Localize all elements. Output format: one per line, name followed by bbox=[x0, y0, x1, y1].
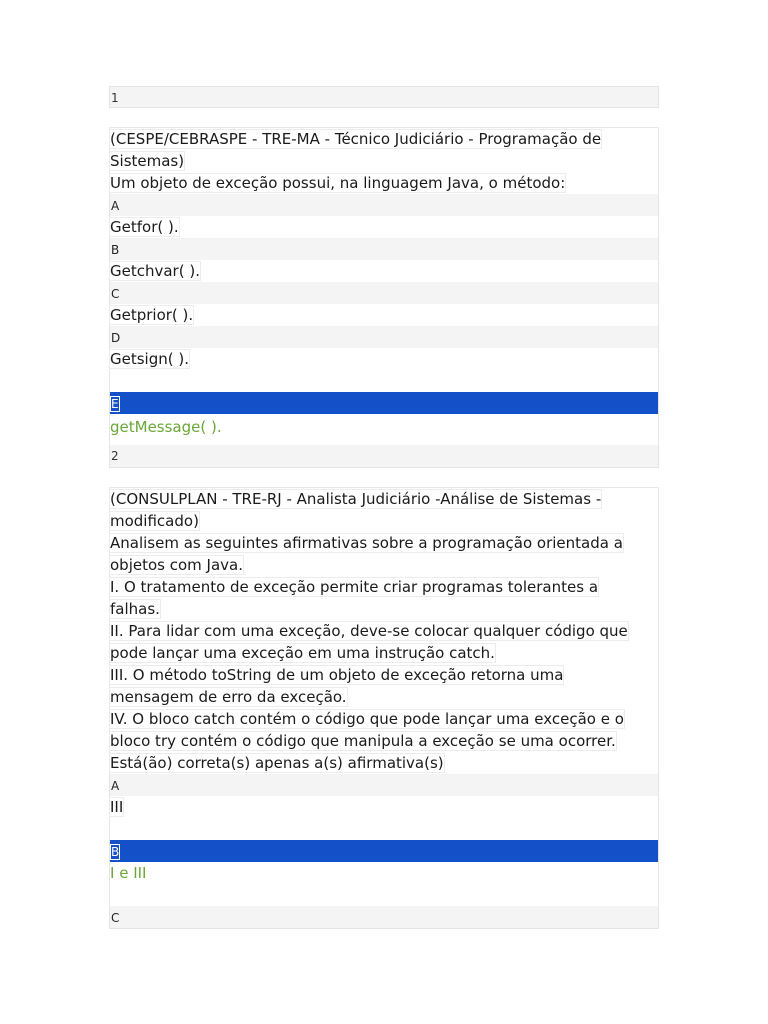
question-body-line: I. O tratamento de exceção permite criar programas tolerantes a bbox=[110, 578, 599, 596]
question-header-line: (CESPE/CEBRASPE - TRE-MA - Técnico Judiciário - Programação de bbox=[110, 130, 602, 148]
question-body-line: mensagem de erro da exceção. bbox=[110, 688, 347, 706]
question-header-line: Sistemas) bbox=[110, 152, 185, 170]
question-body-line: bloco try contém o código que manipula a exceção se uma ocorrer. bbox=[110, 732, 616, 750]
option-a-letter[interactable]: A bbox=[110, 774, 658, 796]
option-c-letter[interactable]: C bbox=[110, 282, 658, 304]
quiz-page bbox=[109, 86, 659, 929]
option-b-letter-selected[interactable]: B bbox=[110, 840, 658, 862]
option-d-letter[interactable]: D bbox=[110, 326, 658, 348]
option-a-text[interactable]: III bbox=[110, 798, 124, 816]
question-header-line: (CONSULPLAN - TRE-RJ - Analista Judiciário -Análise de Sistemas - bbox=[110, 490, 602, 508]
question-2 bbox=[109, 487, 659, 929]
question-body-line: Está(ão) correta(s) apenas a(s) afirmativa(s) bbox=[110, 754, 444, 772]
question-1 bbox=[109, 127, 659, 468]
question-number bbox=[110, 445, 658, 467]
question-body-line: objetos com Java. bbox=[110, 556, 243, 574]
option-b-text[interactable]: Getchvar( ). bbox=[110, 262, 200, 280]
question-body-line: II. Para lidar com uma exceção, deve-se colocar qualquer código que bbox=[110, 622, 628, 640]
option-a-letter[interactable]: A bbox=[110, 194, 658, 216]
option-b-text-correct[interactable]: I e III bbox=[110, 864, 147, 882]
question-number-text: 1 bbox=[111, 91, 119, 105]
option-c-letter[interactable]: C bbox=[110, 906, 658, 928]
question-body-line: pode lançar uma exceção em uma instrução catch. bbox=[110, 644, 495, 662]
question-number-text: 2 bbox=[111, 449, 119, 463]
option-d-text[interactable]: Getsign( ). bbox=[110, 350, 189, 368]
option-e-letter-selected[interactable]: E bbox=[110, 392, 658, 414]
option-e-text-correct[interactable]: getMessage( ). bbox=[110, 418, 222, 436]
question-body-line: falhas. bbox=[110, 600, 160, 618]
question-body-line: IV. O bloco catch contém o código que pode lançar uma exceção e o bbox=[110, 710, 624, 728]
option-b-letter[interactable]: B bbox=[110, 238, 658, 260]
question-header-line: modificado) bbox=[110, 512, 199, 530]
question-body-line: Um objeto de exceção possui, na linguagem Java, o método: bbox=[110, 174, 566, 192]
option-c-text[interactable]: Getprior( ). bbox=[110, 306, 194, 324]
question-body-line: Analisem as seguintes afirmativas sobre a programação orientada a bbox=[110, 534, 623, 552]
option-a-text[interactable]: Getfor( ). bbox=[110, 218, 179, 236]
question-number bbox=[109, 86, 659, 108]
question-body-line: III. O método toString de um objeto de exceção retorna uma bbox=[110, 666, 564, 684]
